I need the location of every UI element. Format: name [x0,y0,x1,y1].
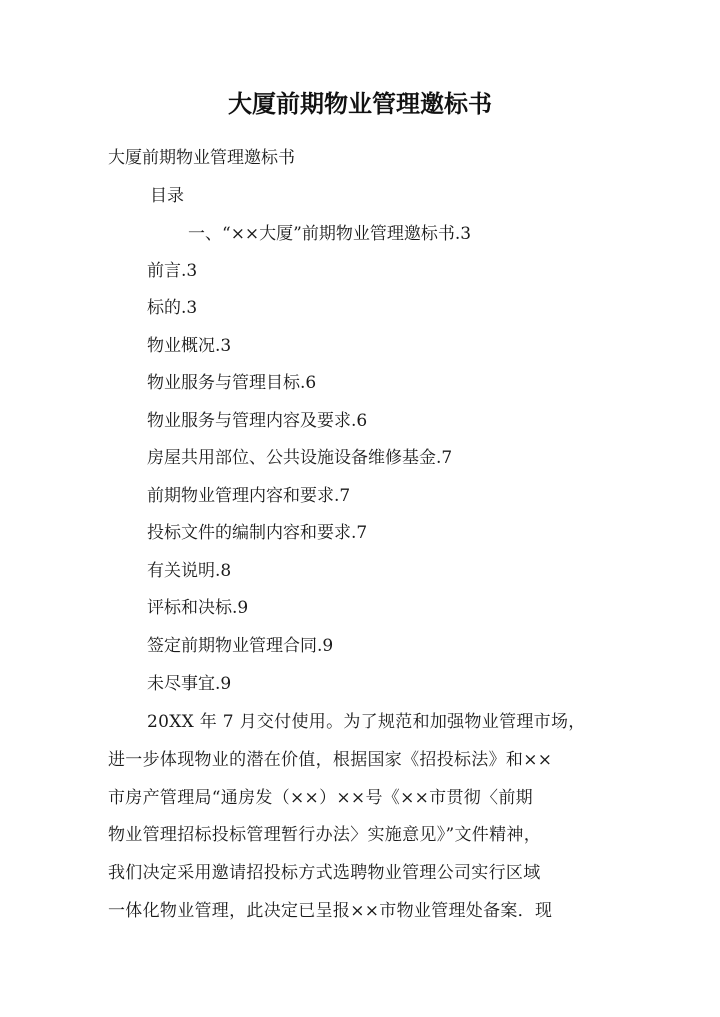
toc-item: 标的.3 [147,298,198,318]
toc-item: 物业服务与管理目标.6 [147,373,317,393]
body-paragraph-line: 物业管理招标投标管理暂行办法〉实施意见》”文件精神， [108,825,541,845]
toc-item: 签定前期物业管理合同.9 [147,636,334,656]
toc-item: 物业服务与管理内容及要求.6 [147,411,368,431]
body-paragraph-line: 一体化物业管理，此决定已呈报××市物业管理处备案．现 [108,901,553,921]
toc-item: 投标文件的编制内容和要求.7 [147,523,368,543]
body-paragraph-line: 市房产管理局“通房发（××）××号《××市贯彻〈前期 [108,788,533,808]
toc-item: 有关说明.8 [147,561,232,581]
document-title: 大厦前期物业管理邀标书 [228,90,492,118]
document-subtitle: 大厦前期物业管理邀标书 [108,148,295,168]
toc-item: 前期物业管理内容和要求.7 [147,486,351,506]
body-paragraph-line: 进一步体现物业的潜在价值，根据国家《招投标法》和×× [108,750,553,770]
toc-item-main: 一、“××大厦”前期物业管理邀标书.3 [188,224,472,244]
toc-item: 房屋共用部位、公共设施设备维修基金.7 [147,448,453,468]
body-paragraph-line: 我们决定采用邀请招投标方式选聘物业管理公司实行区域 [108,863,541,883]
toc-item: 评标和决标.9 [147,598,249,618]
body-paragraph-line: 20XX 年 7 月交付使用。为了规范和加强物业管理市场， [147,712,586,732]
toc-heading: 目录 [150,186,184,206]
toc-item: 物业概况.3 [147,336,232,356]
toc-item: 未尽事宜.9 [147,674,232,694]
toc-item: 前言.3 [147,261,198,281]
